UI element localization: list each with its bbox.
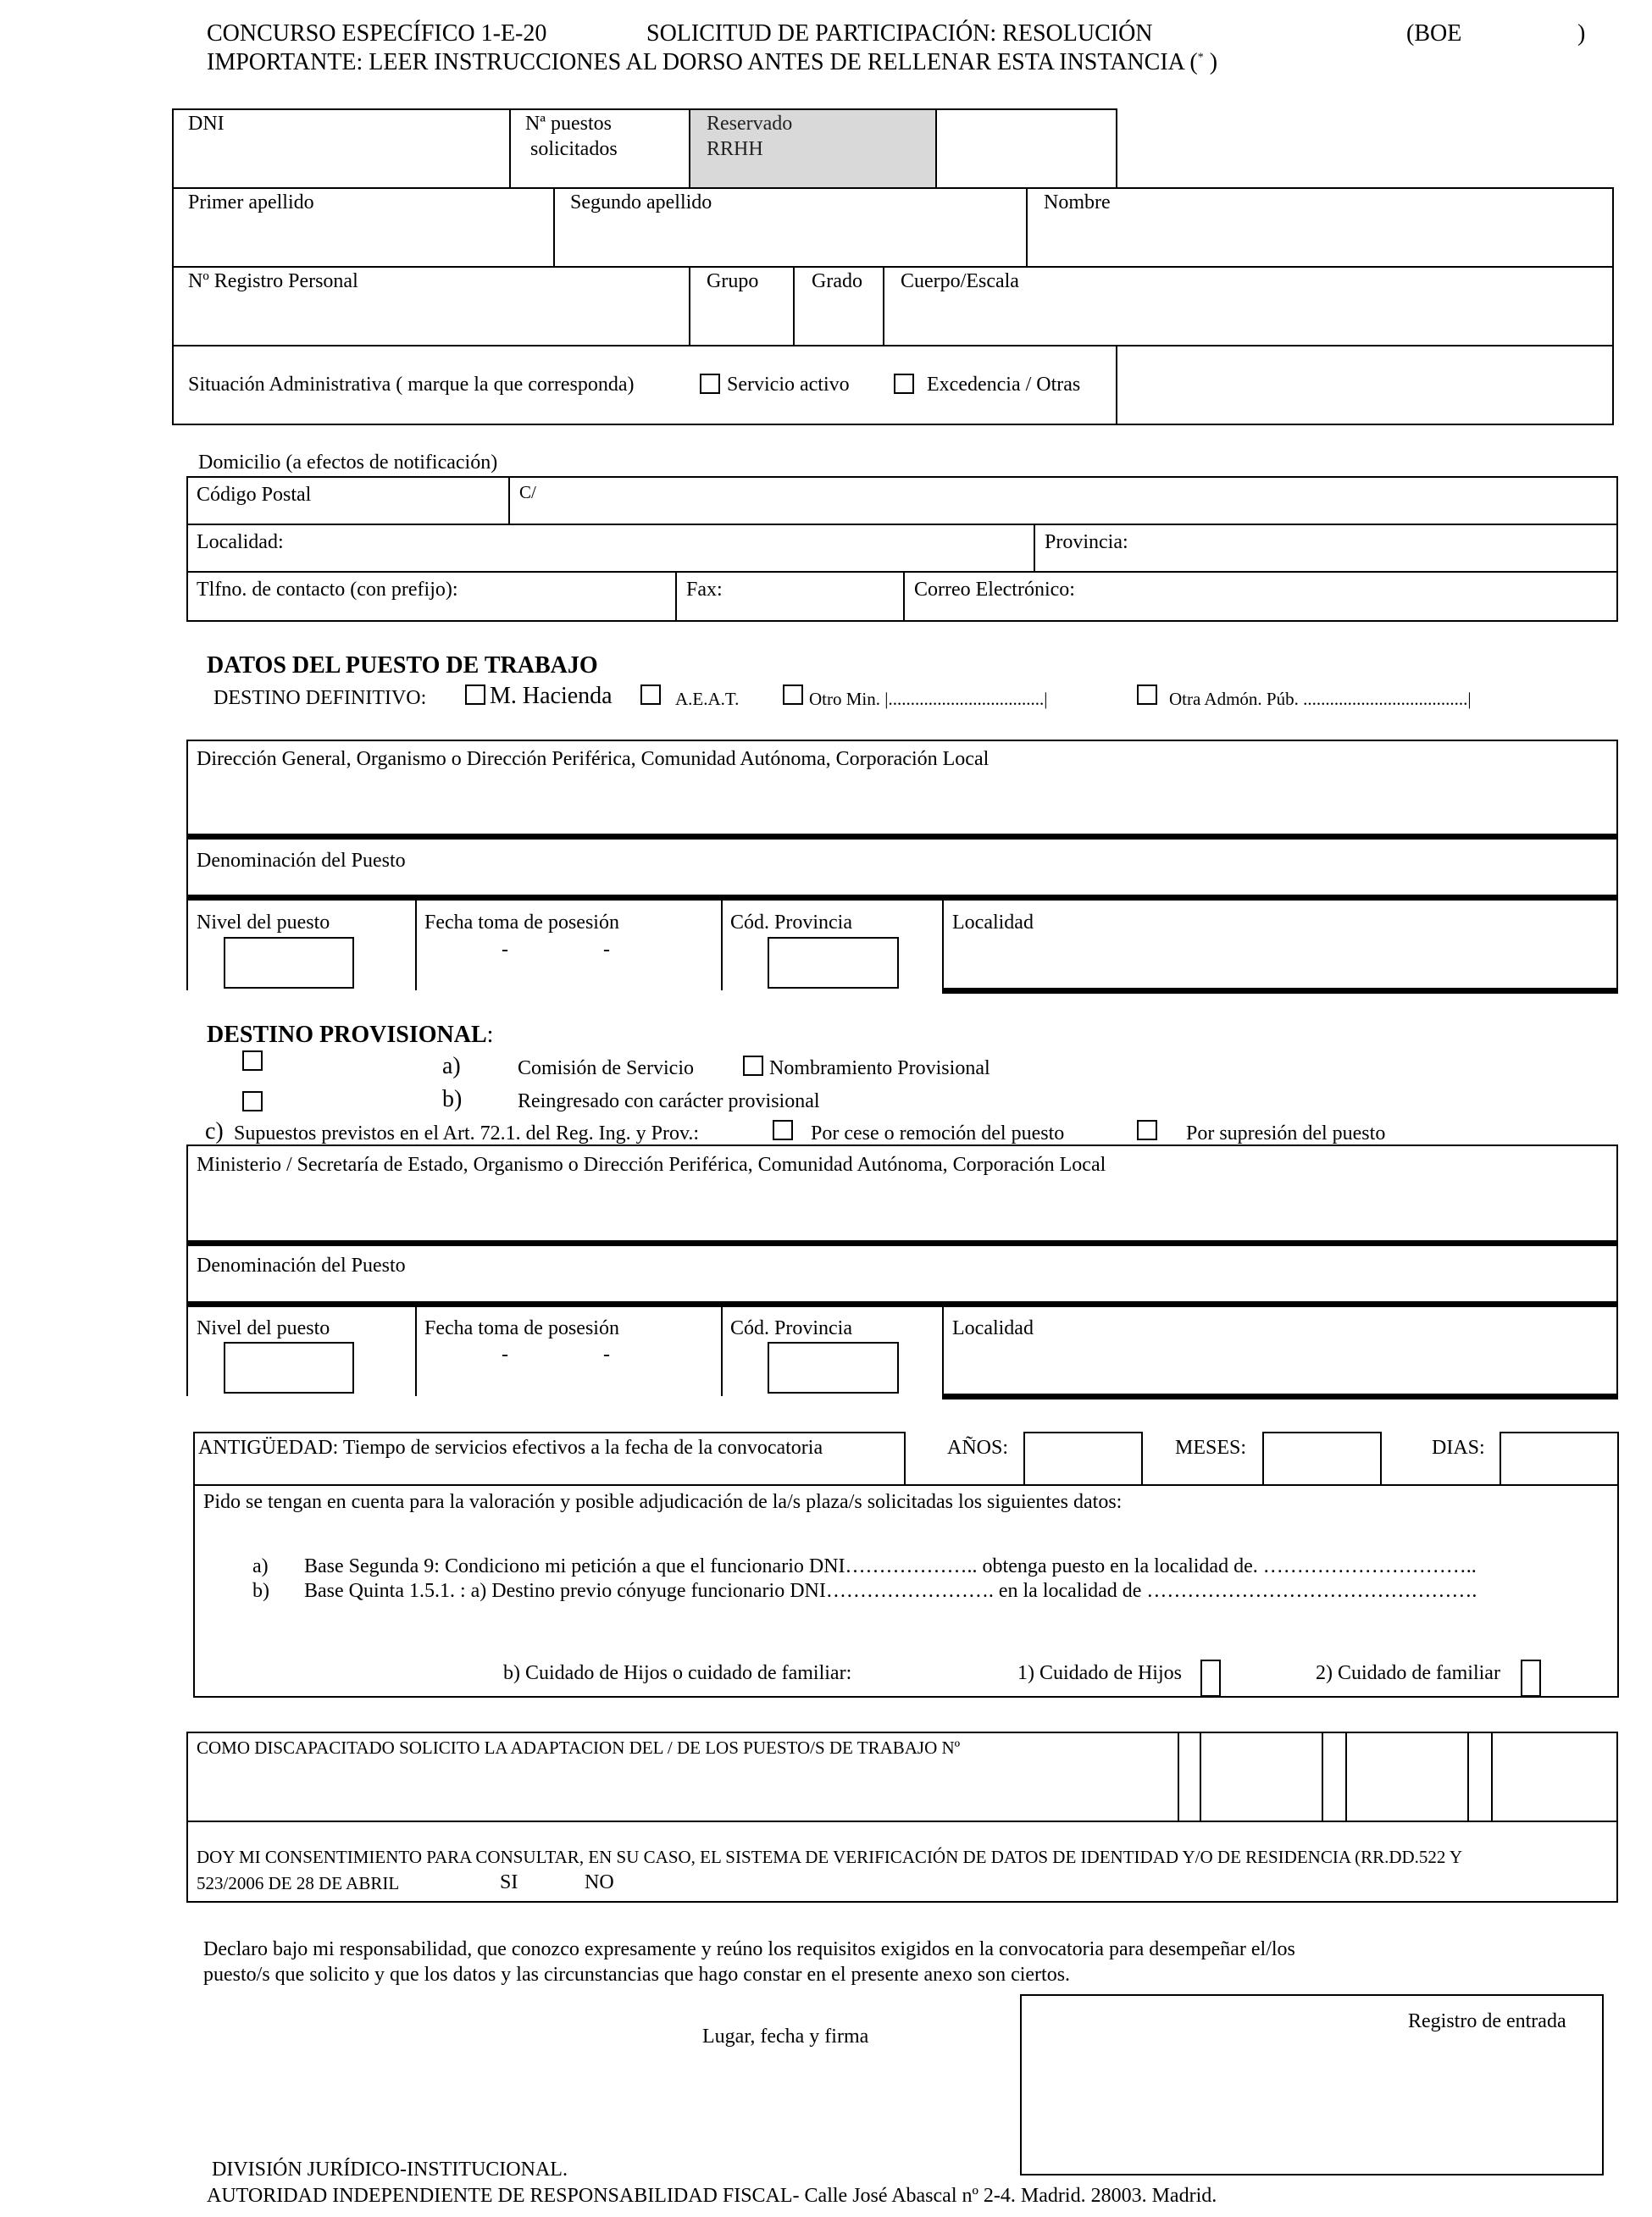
comision-label: Comisión de Servicio [518, 1057, 694, 1079]
apellidos-row [172, 187, 1614, 268]
consent-no[interactable]: NO [585, 1871, 614, 1893]
domicilio-line-2 [186, 571, 1618, 573]
grado-label: Grado [812, 270, 862, 292]
num-puestos-label: Nª puestos [525, 113, 612, 135]
nivel-label: Nivel del puesto [197, 912, 330, 934]
cuidado-hijos-checkbox[interactable] [1200, 1660, 1221, 1697]
grupo-label: Grupo [707, 270, 759, 292]
aeat-label: A.E.A.T. [675, 689, 740, 709]
boe-close: ) [1577, 20, 1586, 47]
servicio-activo-checkbox[interactable] [700, 374, 720, 394]
provisional-bottom-left-gap [185, 1396, 944, 1401]
por-supresion-label: Por supresión del puesto [1186, 1122, 1386, 1145]
provincia-label: Provincia: [1045, 531, 1128, 553]
footer-autoridad: AUTORIDAD INDEPENDIENTE DE RESPONSABILIDAD FISCAL- Calle José Abascal nº 2-4. Madrid. 28003. Madrid. [207, 2185, 1217, 2207]
primer-apellido-label: Primer apellido [188, 191, 314, 213]
consent-line-1: DOY MI CONSENTIMIENTO PARA CONSULTAR, EN SU CASO, EL SISTEMA DE VERIFICACIÓN DE DATOS DE IDENTIDAD Y/O DE RESIDENCIA (RR.DD.522 Y [197, 1847, 1463, 1867]
declaracion-line-2: puesto/s que solicito y que los datos y las circunstancias que hago constar en el presente anexo son ciertos. [203, 1964, 1071, 1986]
reingresado-label: Reingresado con carácter provisional [518, 1090, 820, 1112]
fax-label: Fax: [686, 579, 723, 601]
domicilio-line-1 [186, 524, 1618, 525]
m-hacienda-label: M. Hacienda [490, 683, 613, 709]
provisional-c-letter: c) [205, 1118, 224, 1145]
provisional-b-checkbox[interactable] [242, 1091, 263, 1111]
direccion-general-label: Dirección General, Organismo o Dirección Periférica, Comunidad Autónoma, Corporación Local [197, 748, 990, 770]
registro-row [172, 266, 1614, 346]
dni-label: DNI [188, 113, 225, 135]
registro-divider-3 [883, 266, 884, 346]
lugar-fecha-firma: Lugar, fecha y firma [702, 2026, 869, 2048]
otra-admon-label: Otra Admón. Púb. .....................................| [1169, 689, 1472, 709]
denominacion-label: Denominación del Puesto [197, 850, 406, 872]
cuidado-familiar-label: 2) Cuidado de familiar [1316, 1662, 1500, 1684]
antiguedad-label: ANTIGÜEDAD: Tiempo de servicios efectivos a la fecha de la convocatoria [198, 1437, 823, 1459]
m-hacienda-checkbox[interactable] [465, 684, 485, 705]
cuidado-label: b) Cuidado de Hijos o cuidado de familiar: [503, 1662, 852, 1684]
telefono-label: Tlfno. de contacto (con prefijo): [197, 579, 458, 601]
situacion-label: Situación Administrativa ( marque la que corresponda) [188, 374, 635, 396]
reservado-extra-box [935, 108, 1117, 189]
prov-cod-provincia-input[interactable] [768, 1342, 899, 1394]
consent-line-2: 523/2006 DE 28 DE ABRIL [197, 1873, 400, 1893]
prov-nivel-divider [415, 1307, 417, 1398]
prov-fecha-dash-1: - [502, 1344, 508, 1366]
concurso-title: CONCURSO ESPECÍFICO 1-E-20 [207, 20, 547, 47]
reservado-label: Reservado [707, 113, 793, 135]
dias-input[interactable] [1500, 1432, 1619, 1486]
puesto-no-2-input[interactable] [1345, 1732, 1469, 1822]
boe-open: (BOE [1406, 20, 1462, 47]
otro-min-label: Otro Min. |...................................| [809, 689, 1048, 709]
excedencia-label: Excedencia / Otras [927, 374, 1081, 396]
rrhh-label: RRHH [707, 138, 763, 160]
localidad-thick-bottom [942, 988, 1618, 994]
apellidos-divider-2 [1026, 187, 1028, 268]
ministerio-label: Ministerio / Secretaría de Estado, Organismo o Dirección Periférica, Comunidad Autónoma, Corporación Local [197, 1154, 1106, 1176]
importante-close: ) [1203, 49, 1218, 75]
cuidado-hijos-label: 1) Cuidado de Hijos [1017, 1662, 1182, 1684]
provisional-b-letter: b) [442, 1086, 463, 1112]
cod-provincia-input[interactable] [768, 937, 899, 989]
situacion-divider [1116, 345, 1117, 425]
por-cese-checkbox[interactable] [773, 1120, 793, 1140]
calle-label: C/ [519, 482, 536, 502]
meses-input[interactable] [1262, 1432, 1382, 1486]
declaracion-line-1: Declaro bajo mi responsabilidad, que conozco expresamente y reúno los requisitos exigidos en la convocatoria para desempeñar el/los [203, 1938, 1295, 1960]
fecha-dash-1: - [502, 939, 508, 961]
codigo-postal-label: Código Postal [197, 484, 312, 506]
prov-localidad-label: Localidad [952, 1317, 1034, 1339]
aeat-checkbox[interactable] [640, 684, 661, 705]
provisional-title-colon: : [486, 1022, 494, 1048]
cuidado-familiar-checkbox[interactable] [1521, 1660, 1541, 1697]
registro-entrada-label: Registro de entrada [1408, 2010, 1566, 2032]
localidad-puesto-label: Localidad [952, 912, 1034, 934]
definitivo-thick-2 [186, 895, 1618, 901]
domicilio-title: Domicilio (a efectos de notificación) [198, 452, 498, 474]
por-supresion-checkbox[interactable] [1137, 1120, 1157, 1140]
prov-nivel-input[interactable] [224, 1342, 354, 1394]
discapacitado-vline [1178, 1732, 1179, 1822]
solicitud-title: SOLICITUD DE PARTICIPACIÓN: RESOLUCIÓN [646, 20, 1153, 47]
base-b-letter: b) [252, 1580, 269, 1602]
cod-provincia-label: Cód. Provincia [730, 912, 852, 934]
prov-fecha-divider [721, 1307, 723, 1398]
nombramiento-label: Nombramiento Provisional [769, 1057, 990, 1079]
provisional-title [207, 1022, 493, 1049]
excedencia-checkbox[interactable] [894, 374, 914, 394]
prov-fecha-dash-2: - [603, 1344, 610, 1366]
provisional-a-checkbox[interactable] [242, 1050, 263, 1071]
discapacitado-label: COMO DISCAPACITADO SOLICITO LA ADAPTACION DEL / DE LOS PUESTO/S DE TRABAJO Nº [197, 1738, 961, 1758]
nombramiento-checkbox[interactable] [743, 1056, 763, 1076]
destino-definitivo-label: DESTINO DEFINITIVO: [213, 687, 427, 709]
provisional-title-text: DESTINO PROVISIONAL [207, 1022, 487, 1048]
provisional-denominacion-label: Denominación del Puesto [197, 1255, 406, 1277]
fecha-toma-label: Fecha toma de posesión [424, 912, 619, 934]
prov-nivel-label: Nivel del puesto [197, 1317, 330, 1339]
meses-label: MESES: [1175, 1437, 1247, 1459]
dias-label: DIAS: [1432, 1437, 1485, 1459]
fecha-dash-2: - [603, 939, 610, 961]
anos-label: AÑOS: [947, 1437, 1009, 1459]
importante-mark: * [1197, 51, 1204, 64]
provisional-a-letter: a) [442, 1053, 461, 1079]
puesto-title: DATOS DEL PUESTO DE TRABAJO [207, 652, 598, 679]
nivel-divider [415, 901, 417, 992]
puesto-no-1-input[interactable] [1200, 1732, 1323, 1822]
footer-division: DIVISIÓN JURÍDICO-INSTITUCIONAL. [212, 2159, 568, 2181]
otra-admon-checkbox[interactable] [1137, 684, 1157, 705]
prov-fecha-toma-label: Fecha toma de posesión [424, 1317, 619, 1339]
provisional-thick-1 [186, 1240, 1618, 1246]
registro-personal-label: Nº Registro Personal [188, 270, 358, 292]
provisional-thick-2 [186, 1301, 1618, 1307]
consent-si[interactable]: SI [500, 1871, 518, 1893]
localidad-divider [1034, 524, 1035, 573]
importante-note [207, 49, 1217, 76]
supuestos-label: Supuestos previstos en el Art. 72.1. del Reg. Ing. y Prov.: [234, 1122, 700, 1145]
fax-divider [903, 571, 905, 622]
apellidos-divider-1 [553, 187, 555, 268]
importante-text: IMPORTANTE: LEER INSTRUCCIONES AL DORSO ANTES DE RELLENAR ESTA INSTANCIA ( [207, 49, 1198, 75]
pido-text: Pido se tengan en cuenta para la valoración y posible adjudicación de la/s plaza/s solicitadas los siguientes datos: [203, 1491, 1123, 1513]
servicio-activo-label: Servicio activo [727, 374, 850, 396]
base-a-text: Base Segunda 9: Condiciono mi petición a que el funcionario DNI……………….. obtenga puesto en la localidad de. ………………………….. [304, 1555, 1477, 1577]
por-cese-label: Por cese o remoción del puesto [811, 1122, 1065, 1145]
fecha-divider [721, 901, 723, 992]
cod-divider [942, 901, 944, 994]
nivel-input[interactable] [224, 937, 354, 989]
cuerpo-label: Cuerpo/Escala [901, 270, 1019, 292]
prov-localidad-thick-bottom [942, 1394, 1618, 1399]
correo-label: Correo Electrónico: [914, 579, 1075, 601]
definitivo-thick-1 [186, 834, 1618, 840]
otro-min-checkbox[interactable] [783, 684, 803, 705]
base-a-letter: a) [252, 1555, 269, 1577]
registro-divider-1 [689, 266, 690, 346]
localidad-label: Localidad: [197, 531, 284, 553]
prov-cod-divider [942, 1307, 944, 1399]
base-b-text: Base Quinta 1.5.1. : a) Destino previo cónyuge funcionario DNI……………………. en la localidad de …………………………………………. [304, 1580, 1477, 1602]
cp-divider [508, 476, 510, 525]
anos-input[interactable] [1023, 1432, 1143, 1486]
puesto-no-3-input[interactable] [1491, 1732, 1618, 1822]
tlfno-divider [675, 571, 677, 622]
definitivo-bottom-left-gap [185, 990, 944, 995]
solicitados-label: solicitados [530, 138, 618, 160]
nombre-label: Nombre [1044, 191, 1111, 213]
segundo-apellido-label: Segundo apellido [570, 191, 712, 213]
prov-cod-provincia-label: Cód. Provincia [730, 1317, 852, 1339]
registro-divider-2 [793, 266, 795, 346]
